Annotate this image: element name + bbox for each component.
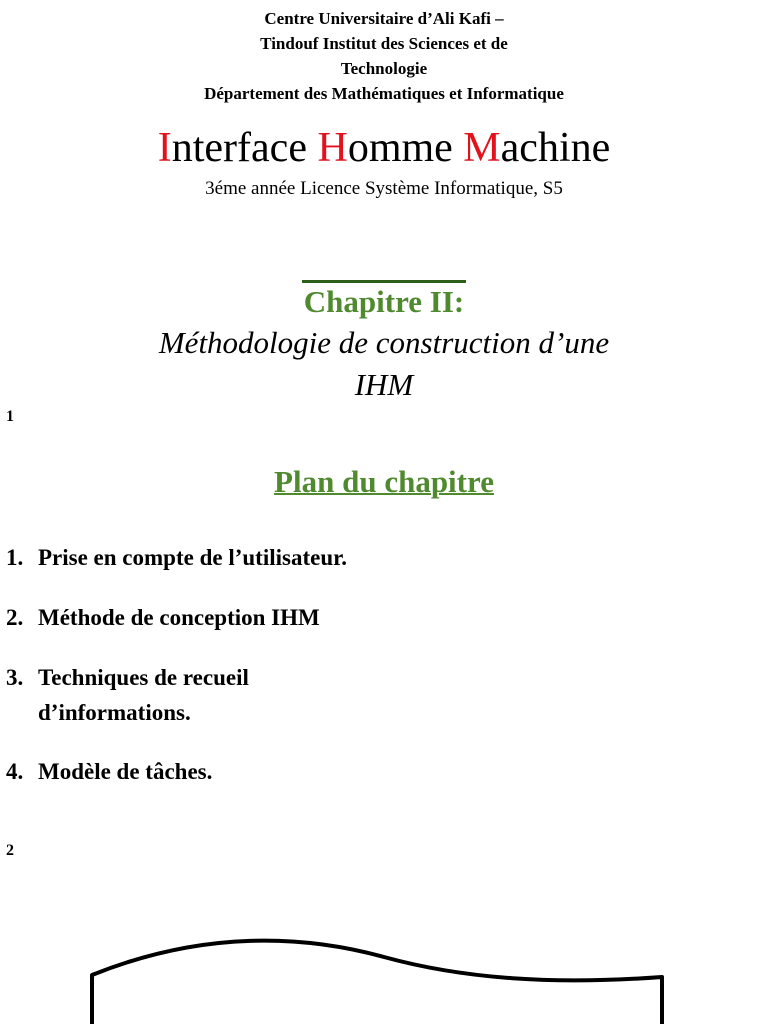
course-title-initial: H bbox=[317, 125, 348, 171]
plan-item-text: Modèle de tâches. bbox=[38, 759, 213, 784]
plan-item-number: 4. bbox=[6, 759, 24, 784]
plan-item bbox=[6, 754, 478, 789]
chapter-title-line: IHM bbox=[354, 367, 414, 402]
institution-line: Centre Universitaire d’Ali Kafi – bbox=[264, 9, 504, 28]
plan-item-number: 1. bbox=[6, 545, 24, 570]
plan-item bbox=[6, 660, 338, 730]
department-line: Département des Mathématiques et Informatique bbox=[204, 84, 564, 103]
plan-item-text: Prise en compte de l’utilisateur. bbox=[38, 545, 347, 570]
course-title bbox=[0, 122, 768, 174]
plan-item-text: Techniques de recueil d’informations. bbox=[38, 665, 249, 725]
slide-number: 1 bbox=[6, 408, 14, 425]
plan-item bbox=[6, 540, 478, 575]
scroll-banner-shape bbox=[84, 935, 674, 1024]
plan-title: Plan du chapitre bbox=[274, 464, 494, 499]
course-subtitle: 3éme année Licence Système Informatique, S5 bbox=[205, 178, 563, 199]
plan-item-number: 2. bbox=[6, 605, 24, 630]
course-title-initial: M bbox=[463, 125, 501, 171]
chapter-number-label: Chapitre II: bbox=[302, 280, 466, 321]
slide-number: 2 bbox=[6, 842, 14, 859]
course-title-word: achine bbox=[500, 125, 611, 171]
institution-line: Tindouf Institut des Sciences et de bbox=[260, 34, 508, 53]
course-title-initial: I bbox=[157, 125, 172, 171]
chapter-title-line: Méthodologie de construction d’une bbox=[158, 325, 610, 360]
institution-header bbox=[0, 6, 768, 106]
institution-line: Technologie bbox=[340, 59, 428, 78]
plan-item-text: Méthode de conception IHM bbox=[38, 605, 320, 630]
chapter-title bbox=[0, 322, 768, 406]
plan-item-number: 3. bbox=[6, 665, 24, 690]
course-title-word: nterface bbox=[171, 125, 318, 171]
plan-item bbox=[6, 600, 478, 635]
chapter-number bbox=[0, 280, 768, 321]
course-title-word: omme bbox=[347, 125, 464, 171]
